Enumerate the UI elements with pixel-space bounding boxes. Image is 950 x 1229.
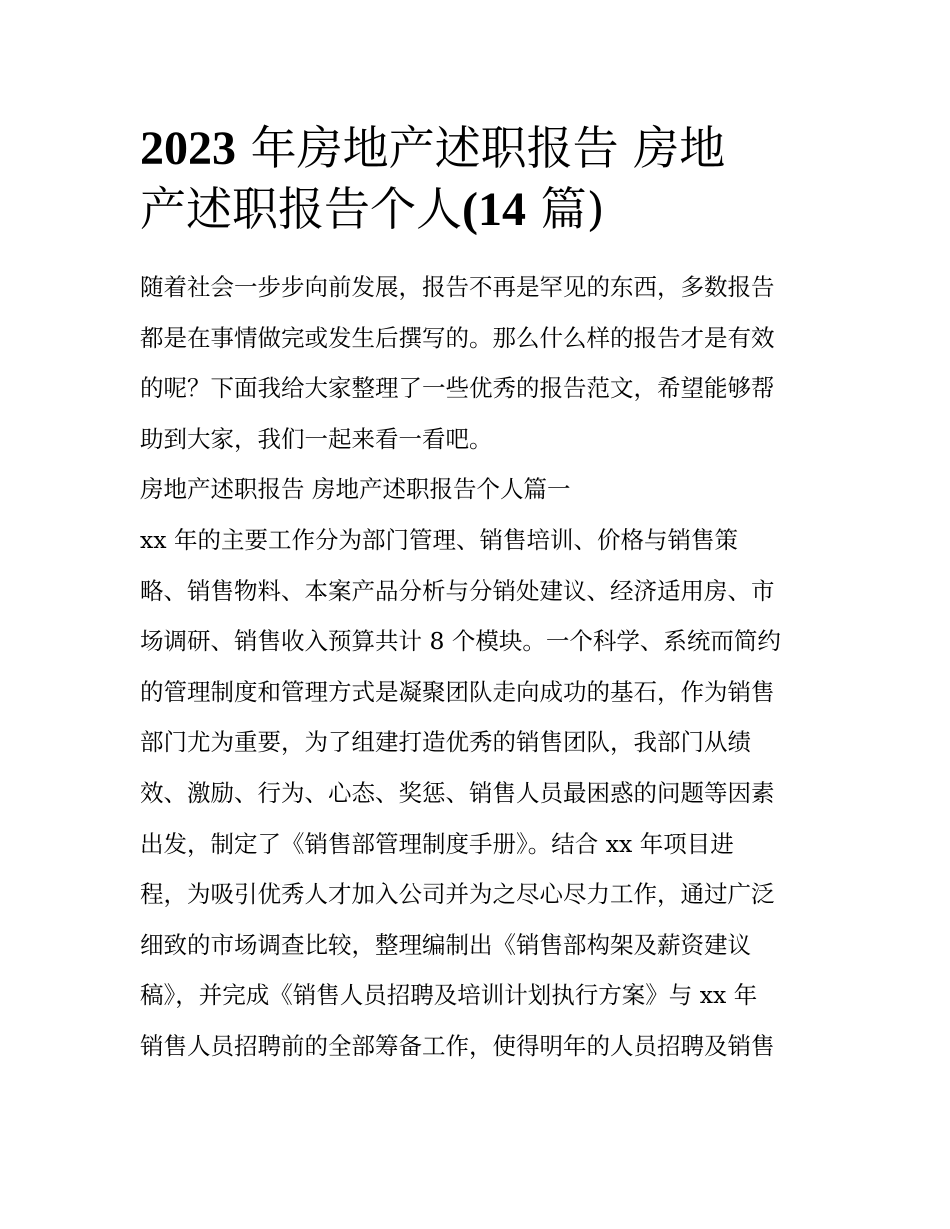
section-line: 细致的市场调查比较，整理编制出《销售部构架及薪资建议 (140, 930, 751, 959)
intro-line: 助到大家，我们一起来看一看吧。 (140, 424, 493, 453)
section-line: 部门尤为重要，为了组建打造优秀的销售团队，我部门从绩 (140, 728, 751, 757)
intro-paragraph (140, 262, 812, 464)
document-title (140, 118, 812, 240)
intro-line: 随着社会一步步向前发展，报告不再是罕见的东西，多数报告 (140, 273, 775, 301)
title-count: (14 (462, 183, 526, 236)
section-line: 场调研、销售收入预算共计 8 个模块。一个科学、系统而简约 (140, 627, 781, 656)
section-line: 出发，制定了《销售部管理制度手册》。结合 xx 年项目进 (140, 829, 734, 858)
section-line: 效、激励、行为、心态、奖惩、销售人员最困惑的问题等因素 (140, 778, 775, 807)
title-line-2 (140, 179, 812, 240)
title-text-3: 篇) (525, 182, 605, 236)
title-text-1: 年房地产述职报告 房地 (236, 121, 726, 175)
title-year: 2023 (140, 122, 236, 175)
intro-line: 的呢？下面我给大家整理了一些优秀的报告范文，希望能够帮 (140, 374, 775, 403)
section-line: 销售人员招聘前的全部筹备工作，使得明年的人员招聘及销售 (140, 1031, 775, 1060)
title-text-2: 产述职报告个人 (140, 182, 462, 236)
section-block (140, 464, 812, 1071)
section-heading: 房地产述职报告 房地产述职报告个人篇一 (140, 475, 571, 504)
intro-line: 都是在事情做完或发生后撰写的。那么什么样的报告才是有效 (140, 323, 775, 352)
title-line-1 (140, 118, 812, 179)
section-line: 程，为吸引优秀人才加入公司并为之尽心尽力工作，通过广泛 (140, 880, 775, 909)
section-line: 稿》，并完成《销售人员招聘及培训计划执行方案》与 xx 年 (140, 981, 758, 1010)
section-line: xx 年的主要工作分为部门管理、销售培训、价格与销售策 (140, 525, 738, 554)
section-line: 略、销售物料、本案产品分析与分销处建议、经济适用房、市 (140, 576, 775, 605)
document-content (140, 118, 812, 1072)
section-line: 的管理制度和管理方式是凝聚团队走向成功的基石，作为销售 (140, 677, 775, 706)
